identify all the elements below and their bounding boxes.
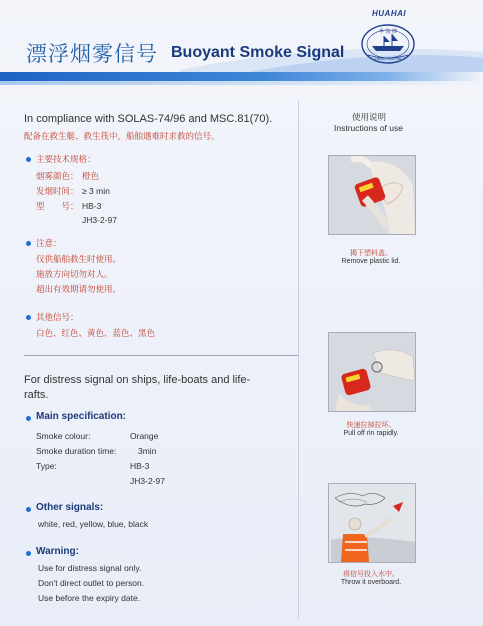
- step-1-caption-en: Remove plastic lid.: [341, 258, 401, 265]
- en-duration-label: Smoke duration time:: [36, 446, 117, 456]
- bullet-icon: [26, 551, 31, 556]
- en-other-signals: white, red, yellow, blue, black: [38, 519, 149, 529]
- step-2-caption-cn: 快速拉掉拉环。: [346, 421, 396, 429]
- en-section-title: For distress signal on ships, life-boats and life-rafts.: [24, 374, 251, 401]
- step-2-caption-en: Pull off rin rapidly.: [343, 430, 399, 437]
- bullet-icon: [26, 416, 31, 421]
- bullet-icon: [26, 315, 31, 320]
- huahai-logo: [360, 22, 416, 66]
- header: [0, 0, 483, 92]
- intro-cn: 配备在救生艇、救生筏中，船舶遇难时求救的信号。: [24, 132, 220, 142]
- en-type-label: Type:: [36, 461, 57, 471]
- compliance-statement: In compliance with SOLAS-74/96 and MSC.81(70).: [24, 113, 273, 125]
- en-warning-line: Use before the expiry date.: [38, 593, 141, 603]
- brand-name: HUAHAI: [372, 9, 407, 18]
- bullet-icon: [26, 507, 31, 512]
- cn-warning-heading: 注意：: [36, 239, 62, 249]
- step-3-caption-cn: 将信号投入水中。: [343, 570, 399, 578]
- step-3-photo: [328, 483, 416, 563]
- page-title-cn: 漂浮烟雾信号: [26, 42, 158, 66]
- en-warning-heading: Warning:: [36, 546, 79, 557]
- en-duration-value: 3min: [138, 446, 157, 456]
- en-type-value-1: HB-3: [130, 461, 150, 471]
- column-divider: [298, 100, 299, 618]
- step-1-photo: [328, 155, 416, 235]
- cn-warning-line: 超出有效期请勿使用。: [36, 285, 122, 295]
- cn-warning-line: 仅供船舶救生时使用。: [36, 255, 122, 265]
- header-stripe-light: [0, 81, 483, 85]
- logo-text-cn: 华 海 牌: [378, 29, 398, 35]
- cn-type-value-2: JH3-2-97: [82, 215, 117, 225]
- cn-other-signals: 白色、红色、黄色、蓝色、黑色: [36, 329, 156, 339]
- en-color-label: Smoke colour:: [36, 431, 91, 441]
- en-type-value-2: JH3-2-97: [130, 476, 165, 486]
- cn-warning-line: 施放方向切勿对人。: [36, 270, 113, 280]
- step-3-caption-en: Throw it overboard.: [340, 579, 402, 586]
- page-title-en: Buoyant Smoke Signal: [171, 44, 345, 61]
- step-1-caption-cn: 揭下塑料盖。: [350, 249, 392, 257]
- cn-other-heading: 其他信号：: [36, 313, 79, 323]
- logo-text-en: HANG HAI PAI: [374, 56, 402, 61]
- cn-color-value: 橙色: [82, 172, 100, 182]
- cn-type-value-1: HB-3: [82, 201, 102, 211]
- en-color-value: Orange: [130, 431, 159, 441]
- header-stripe: [0, 72, 483, 81]
- bullet-icon: [26, 157, 31, 162]
- step-2-photo: [328, 332, 416, 412]
- instructions-title-cn: 使用说明: [352, 113, 387, 123]
- section-divider: [24, 355, 298, 356]
- cn-color-label: 烟雾颜色：: [36, 172, 79, 182]
- cn-type-label: 型 号：: [36, 202, 79, 212]
- cn-spec-heading: 主要技术规格：: [36, 155, 96, 165]
- en-spec-heading: Main specification:: [36, 411, 127, 422]
- en-other-heading: Other signals:: [36, 502, 104, 513]
- en-warning-line: Don't direct outlet to person.: [38, 578, 145, 588]
- en-warning-line: Use for distress signal only.: [38, 563, 142, 573]
- bullet-icon: [26, 241, 31, 246]
- cn-duration-value: ≥ 3 min: [82, 186, 110, 196]
- instructions-title-en: Instructions of use: [334, 123, 403, 133]
- cn-duration-label: 发烟时间：: [36, 187, 79, 197]
